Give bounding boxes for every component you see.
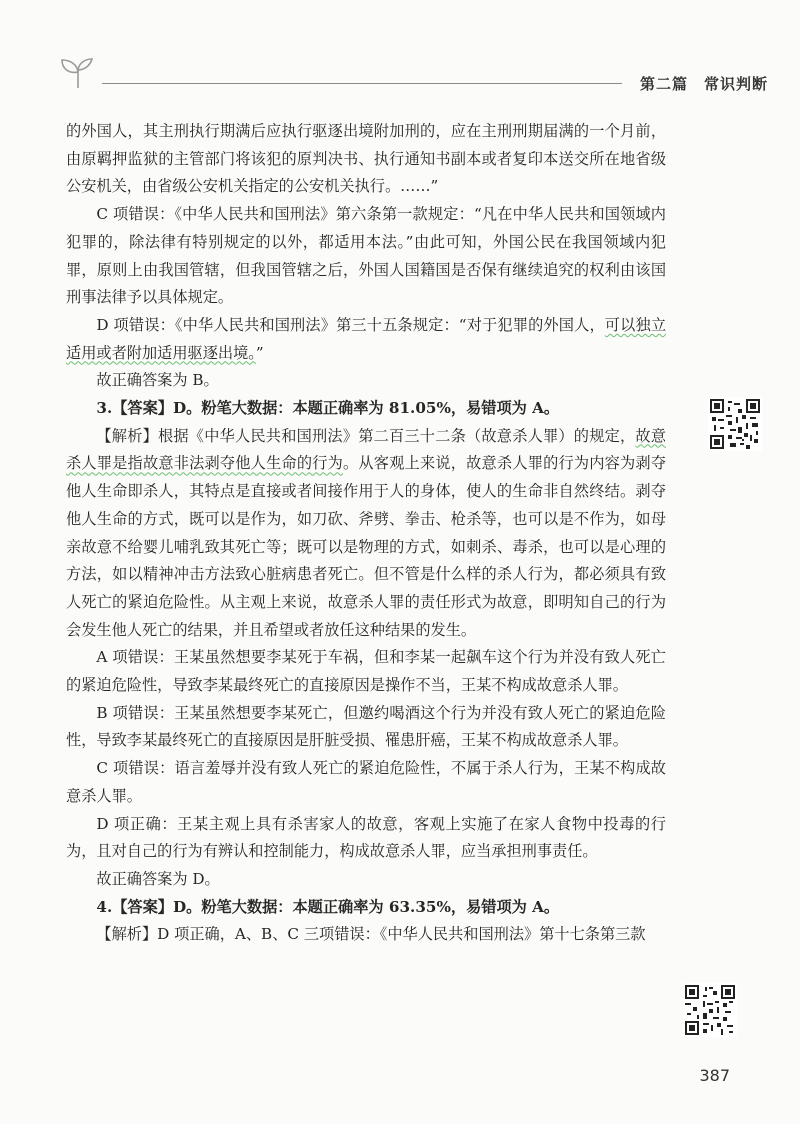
page-number: 387	[699, 1066, 730, 1085]
header-rule	[102, 83, 622, 84]
paragraph-q4-answer: 4.【答案】D。粉笔大数据：本题正确率为 63.35%，易错项为 A。	[96, 897, 560, 916]
paragraph-q3-option-d: D 项正确：王某主观上具有杀害家人的故意，客观上实施了在家人食物中投毒的行为，且对自己的行为有辨认和控制能力，构成故意杀人罪，应当承担刑事责任。	[66, 814, 666, 861]
sprout-leaf-icon	[58, 56, 98, 90]
page-header	[40, 56, 770, 96]
qr-code-graphic	[710, 399, 760, 449]
paragraph-option-d: D 项错误：《中华人民共和国刑法》第三十五条规定：“对于犯罪的外国人，可以独立适用或者附加适用驱逐出境。”	[66, 315, 667, 362]
paragraph-continued: 的外国人，其主刑执行期满后应执行驱逐出境附加刑的，应在主刑刑期届满的一个月前，由原羁押监狱的主管部门将该犯的原判决书、执行通知书副本或者复印本送交所在地省级公安机关，由省级公安机关指定的公安机关执行。……”	[66, 122, 666, 196]
qr-code-graphic	[685, 985, 735, 1035]
paragraph-answer-d: 故正确答案为 D。	[96, 869, 220, 888]
qr-code-icon[interactable]	[708, 397, 762, 451]
document-body	[66, 118, 666, 949]
paragraph-option-c: C 项错误：《中华人民共和国刑法》第六条第一款规定：“凡在中华人民共和国领域内犯罪的，除法律有特别规定的以外，都适用本法。”由此可知，外国公民在我国领域内犯罪，原则上由我国管辖，但我国管辖之后，外国人国籍国是否保有继续追究的权利由该国刑事法律予以具体规定。	[66, 205, 666, 307]
section-title: 第二篇 常识判断	[639, 75, 768, 93]
paragraph-q4-analysis: 【解析】D 项正确，A、B、C 三项错误：《中华人民共和国刑法》第十七条第三款	[96, 925, 646, 944]
highlighted-text: 故意杀人罪是指故意非法剥夺他人生命的行为	[66, 426, 667, 473]
paragraph-q3-analysis: 【解析】根据《中华人民共和国刑法》第二百三十二条（故意杀人罪）的规定，故意杀人罪是指故意非法剥夺他人生命的行为。从客观上来说，故意杀人罪的行为内容为剥夺他人生命即杀人，其特点是直接或者间接作用于人的身体，使人的生命非自然终结。剥夺他人生命的方式，既可以是作为，如刀砍、斧劈、拳击、枪杀等，也可以是不作为，如母亲故意不给婴儿哺乳致其死亡等；既可以是物理的方式，如刺杀、毒杀，也可以是心理的方法，如以精神冲击方法致心脏病患者死亡。但不管是什么样的杀人行为，都必须具有致人死亡的紧迫危险性。从主观上来说，故意杀人罪的责任形式为故意，即明知自己的行为会发生他人死亡的结果，并且希望或者放任这种结果的发生。	[66, 426, 667, 639]
paragraph-q3-option-b: B 项错误：王某虽然想要李某死亡，但邀约喝酒这个行为并没有致人死亡的紧迫危险性，导致李某最终死亡的直接原因是肝脏受损、罹患肝癌，王某不构成故意杀人罪。	[66, 703, 666, 750]
paragraph-answer-b: 故正确答案为 B。	[96, 371, 219, 390]
highlighted-text: 可以独立适用或者附加适用驱逐出境。	[66, 315, 667, 362]
paragraph-q3-answer: 3.【答案】D。粉笔大数据：本题正确率为 81.05%，易错项为 A。	[96, 399, 560, 418]
paragraph-q3-option-c: C 项错误：语言羞辱并没有致人死亡的紧迫危险性，不属于杀人行为，王某不构成故意杀人罪。	[66, 759, 666, 805]
qr-code-icon[interactable]	[683, 983, 737, 1037]
paragraph-q3-option-a: A 项错误：王某虽然想要李某死于车祸，但和李某一起飙车这个行为并没有致人死亡的紧迫危险性，导致李某最终死亡的直接原因是操作不当，王某不构成故意杀人罪。	[66, 648, 666, 695]
